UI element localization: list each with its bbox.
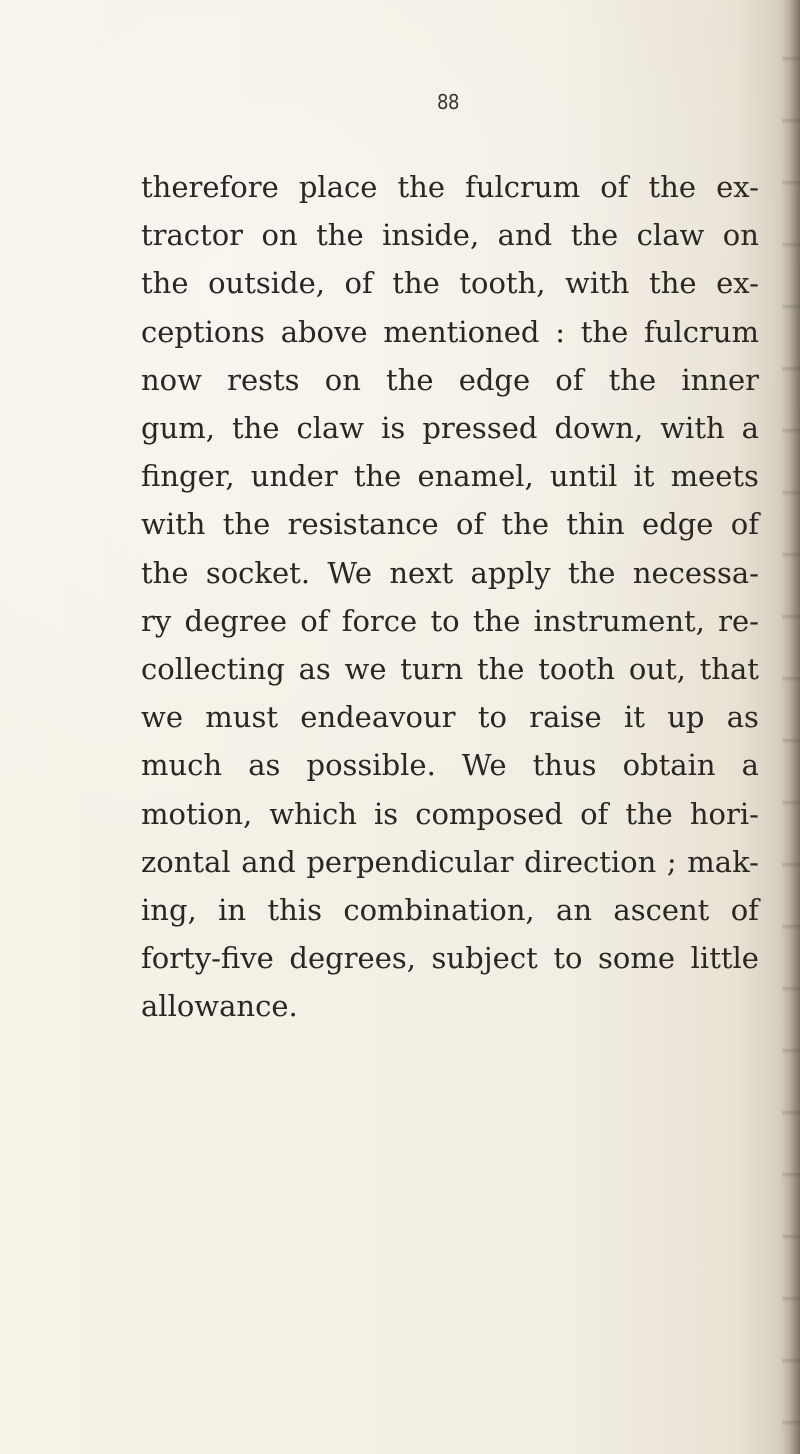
word: of [344,266,373,301]
word: the [392,266,440,301]
word: enamel, [417,459,534,494]
text-line-6 [141,404,759,452]
word: zontal [141,844,231,879]
word: that [699,652,759,687]
word: next [389,555,454,590]
word: as [298,652,331,687]
word: place [298,170,378,204]
word: inner [681,362,759,397]
word: is [381,411,406,446]
word: thus [532,748,597,783]
text-line-3 [141,259,759,307]
page-number: 88 [437,90,459,114]
word: above [280,314,368,349]
word: the [476,652,525,687]
word: of [580,796,609,831]
text-line-8 [141,500,759,548]
word: of [456,507,485,542]
word: apply [470,555,551,590]
word: of [300,603,329,638]
word: on [324,362,361,397]
word: the [386,362,434,397]
word: perpendicular [306,844,514,879]
word: We [461,748,507,783]
word: composed [415,796,564,831]
word: collecting [141,652,285,687]
word: ry [141,603,172,638]
word: with [660,411,725,446]
word: the [141,555,189,590]
text-line-1 [141,163,759,211]
word: must [205,700,278,735]
word: fulcrum [465,170,581,204]
word: to [430,603,460,638]
word: the [648,170,697,204]
word: the [353,459,402,494]
word: some [598,941,676,976]
word: as [248,748,281,783]
text-line-16 [141,886,759,934]
word: the [580,314,629,349]
word: raise [529,700,602,735]
word: ceptions [141,314,265,349]
word: the [472,603,521,638]
text-line-9 [141,549,759,597]
word: a [741,748,759,783]
word: is [374,796,399,831]
word: of [730,507,759,542]
word: to [553,941,583,976]
word: now [141,362,202,397]
word: outside, [208,266,325,301]
word: fulcrum [644,314,759,349]
word: ex- [716,170,759,204]
word: thin [566,507,625,542]
word: instrument, [533,603,705,638]
text-line-11 [141,645,759,693]
word: the [501,507,550,542]
word: it [623,700,645,735]
word: mentioned [383,314,540,349]
word: little [690,941,759,976]
word: the [649,266,697,301]
word: the [570,218,619,253]
word: resistance [287,507,439,542]
word: an [556,893,593,928]
word: the [608,362,657,397]
word: edge [458,362,531,397]
word: up [667,700,705,735]
word: tooth, [459,266,546,301]
word: ex- [716,266,759,301]
word: the [222,507,271,542]
text-line-13 [141,741,759,789]
word: tooth [538,652,616,687]
word: we [344,652,387,687]
word: in [218,893,247,928]
word: it [633,459,655,494]
word: gum, [141,411,215,446]
text-line-2 [141,211,759,259]
word: finger, [141,459,235,494]
word: a [741,411,759,446]
word: socket. [205,555,311,590]
word: mak- [687,844,759,879]
text-line-15 [141,838,759,886]
word: : [555,314,565,349]
word: edge [642,507,714,542]
word: of [600,170,629,204]
word: of [555,362,584,397]
word: which [269,796,357,831]
word: tractor [141,218,244,253]
word: the [141,266,189,301]
word: to [477,700,507,735]
text-line-14 [141,790,759,838]
word: necessa- [632,555,759,590]
word: direction [524,844,657,879]
word: rests [227,362,300,397]
word: ing, [141,893,197,928]
body-text [141,163,759,1031]
word: with [141,507,206,542]
word: degree [184,603,287,638]
word: the [231,411,280,446]
text-line-17 [141,934,759,982]
word: possible. [306,748,436,783]
word: therefore [141,170,279,204]
word: motion, [141,796,253,831]
word: endeavour [300,700,456,735]
word: re- [718,603,759,638]
word: much [141,748,223,783]
word: subject [431,941,538,976]
text-line-18: allowance. [141,989,298,1024]
word: as [726,700,759,735]
text-line-5 [141,356,759,404]
word: the [397,170,446,204]
word: until [549,459,618,494]
text-line-7 [141,452,759,500]
word: We [327,555,372,590]
page-edge-marks [782,0,800,1454]
word: on [722,218,759,253]
word: ; [666,844,677,879]
word: ascent [613,893,710,928]
word: obtain [622,748,716,783]
text-line-10 [141,597,759,645]
word: and [241,844,296,879]
word: the [316,218,364,253]
word: the [625,796,673,831]
word: degrees, [289,941,416,976]
word: the [567,555,616,590]
word: we [141,700,183,735]
text-line-12 [141,693,759,741]
word: out, [628,652,686,687]
word: force [341,603,418,638]
word: of [730,893,759,928]
word: claw [636,218,705,253]
word: pressed [422,411,538,446]
word: inside, [382,218,480,253]
word: hori- [689,796,759,831]
word: under [250,459,338,494]
word: this [267,893,322,928]
word: on [261,218,298,253]
word: with [565,266,630,301]
word: down, [554,411,644,446]
word: and [497,218,553,253]
word: combination, [343,893,535,928]
text-line-4 [141,308,759,356]
word: claw [296,411,365,446]
word: turn [400,652,464,687]
word: forty-five [141,941,274,976]
word: meets [670,459,759,494]
